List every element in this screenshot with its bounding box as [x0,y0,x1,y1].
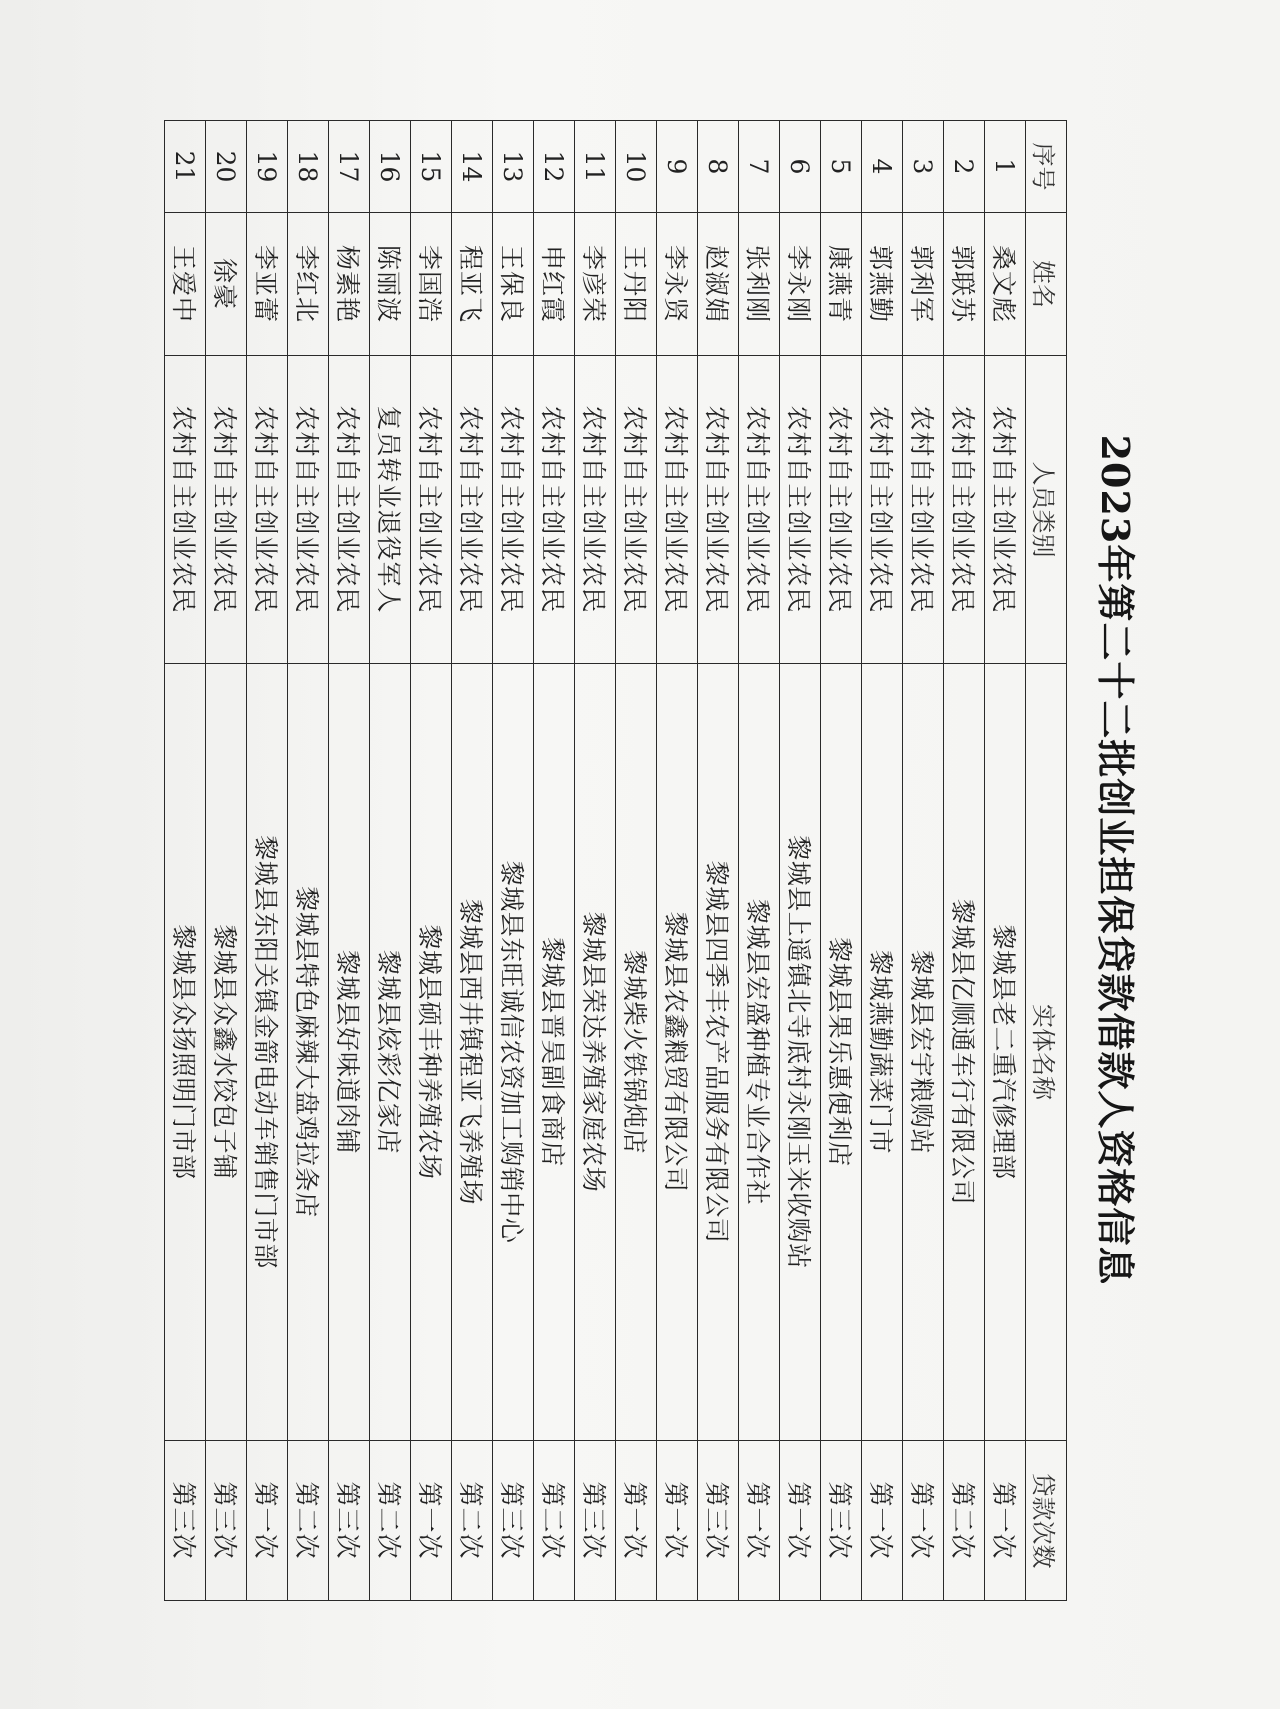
table-row [616,121,657,1601]
cell-seq: 13 [493,121,534,213]
cell-name: 郭联苏 [944,213,985,356]
cell-type: 农村自主创业农民 [862,356,903,664]
cell-seq: 9 [657,121,698,213]
cell-name: 郭燕勤 [862,213,903,356]
cell-type: 农村自主创业农民 [657,356,698,664]
cell-seq: 16 [370,121,411,213]
cell-times: 第一次 [411,1441,452,1601]
cell-entity: 黎城县东阳关镇金箭电动车销售门市部 [247,664,288,1441]
cell-times: 第一次 [657,1441,698,1601]
cell-type: 农村自主创业农民 [288,356,329,664]
cell-type: 农村自主创业农民 [821,356,862,664]
cell-entity: 黎城县众鑫水饺包子铺 [206,664,247,1441]
cell-entity: 黎城县炫彩亿家店 [370,664,411,1441]
table-row [206,121,247,1601]
table-row [493,121,534,1601]
cell-type: 农村自主创业农民 [493,356,534,664]
cell-seq: 10 [616,121,657,213]
cell-type: 农村自主创业农民 [739,356,780,664]
table-row [985,121,1026,1601]
table-row [821,121,862,1601]
cell-entity: 黎城县好味道肉铺 [329,664,370,1441]
cell-type: 复员转业退役军人 [370,356,411,664]
cell-name: 郭利军 [903,213,944,356]
cell-times: 第一次 [903,1441,944,1601]
cell-entity: 黎城县四季丰农产品服务有限公司 [698,664,739,1441]
cell-seq: 12 [534,121,575,213]
cell-seq: 17 [329,121,370,213]
table-row [247,121,288,1601]
cell-seq: 8 [698,121,739,213]
cell-type: 农村自主创业农民 [985,356,1026,664]
cell-times: 第二次 [288,1441,329,1601]
cell-name: 张利刚 [739,213,780,356]
cell-entity: 黎城县西井镇程亚飞养殖场 [452,664,493,1441]
cell-type: 农村自主创业农民 [903,356,944,664]
table-row [739,121,780,1601]
table-row [288,121,329,1601]
cell-type: 农村自主创业农民 [247,356,288,664]
cell-times: 第三次 [821,1441,862,1601]
cell-times: 第三次 [493,1441,534,1601]
cell-times: 第三次 [698,1441,739,1601]
cell-type: 农村自主创业农民 [944,356,985,664]
cell-name: 赵淑娟 [698,213,739,356]
cell-seq: 19 [247,121,288,213]
table-row [657,121,698,1601]
cell-seq: 11 [575,121,616,213]
cell-times: 第一次 [780,1441,821,1601]
cell-seq: 4 [862,121,903,213]
table-row [534,121,575,1601]
cell-name: 桑文彪 [985,213,1026,356]
cell-name: 徐豪 [206,213,247,356]
cell-times: 第二次 [370,1441,411,1601]
table-row [329,121,370,1601]
document-title: 2023年第二十二批创业担保贷款借款人资格信息 [1093,434,1138,1286]
table-row [411,121,452,1601]
cell-seq: 15 [411,121,452,213]
cell-seq: 6 [780,121,821,213]
cell-times: 第三次 [575,1441,616,1601]
cell-times: 第三次 [206,1441,247,1601]
table-row [862,121,903,1601]
cell-entity: 黎城县众扬照明门市部 [165,664,206,1441]
table-row [698,121,739,1601]
cell-type: 农村自主创业农民 [411,356,452,664]
header-name: 姓名 [1026,213,1067,356]
cell-entity: 黎城燕勤蔬菜门市 [862,664,903,1441]
cell-name: 李国浩 [411,213,452,356]
table-row [370,121,411,1601]
header-entity: 实体名称 [1026,664,1067,1441]
cell-times: 第一次 [616,1441,657,1601]
cell-seq: 7 [739,121,780,213]
header-seq: 序号 [1026,121,1067,213]
table-header-row [1026,121,1067,1601]
cell-times: 第一次 [739,1441,780,1601]
cell-times: 第三次 [329,1441,370,1601]
cell-times: 第二次 [534,1441,575,1601]
table-row [944,121,985,1601]
cell-name: 李亚蕾 [247,213,288,356]
cell-seq: 2 [944,121,985,213]
table-row [452,121,493,1601]
cell-entity: 黎城柴火铁锅炖店 [616,664,657,1441]
cell-name: 李红北 [288,213,329,356]
cell-entity: 黎城县果乐惠便利店 [821,664,862,1441]
cell-seq: 5 [821,121,862,213]
cell-seq: 1 [985,121,1026,213]
header-times: 贷款次数 [1026,1441,1067,1601]
cell-name: 王爱中 [165,213,206,356]
cell-name: 杨素艳 [329,213,370,356]
cell-name: 程亚飞 [452,213,493,356]
table-row [780,121,821,1601]
cell-seq: 3 [903,121,944,213]
cell-entity: 黎城县荣达养殖家庭农场 [575,664,616,1441]
cell-times: 第一次 [985,1441,1026,1601]
cell-times: 第二次 [944,1441,985,1601]
header-type: 人员类别 [1026,356,1067,664]
cell-entity: 黎城县东旺诚信农资加工购销中心 [493,664,534,1441]
cell-entity: 黎城县农鑫粮贸有限公司 [657,664,698,1441]
cell-entity: 黎城县特色麻辣大盘鸡拉条店 [288,664,329,1441]
cell-type: 农村自主创业农民 [616,356,657,664]
cell-type: 农村自主创业农民 [534,356,575,664]
cell-entity: 黎城县晋昊副食商店 [534,664,575,1441]
cell-name: 康燕青 [821,213,862,356]
cell-entity: 黎城县亿顺通车行有限公司 [944,664,985,1441]
table-row [903,121,944,1601]
cell-name: 申红霞 [534,213,575,356]
cell-entity: 黎城县上遥镇北寺底村永刚玉米收购站 [780,664,821,1441]
table-body [165,121,1026,1601]
cell-name: 陈丽波 [370,213,411,356]
cell-type: 农村自主创业农民 [452,356,493,664]
table-row [575,121,616,1601]
cell-name: 李永贤 [657,213,698,356]
cell-type: 农村自主创业农民 [206,356,247,664]
cell-entity: 黎城县硕丰种养殖农场 [411,664,452,1441]
cell-name: 李彦荣 [575,213,616,356]
cell-times: 第二次 [452,1441,493,1601]
cell-type: 农村自主创业农民 [698,356,739,664]
cell-name: 王丹阳 [616,213,657,356]
cell-type: 农村自主创业农民 [780,356,821,664]
cell-seq: 21 [165,121,206,213]
cell-times: 第一次 [247,1441,288,1601]
cell-entity: 黎城县老二重汽修理部 [985,664,1026,1441]
table-container [137,120,1067,1600]
table-row [165,121,206,1601]
cell-type: 农村自主创业农民 [575,356,616,664]
cell-name: 李永刚 [780,213,821,356]
rotated-document-sheet [135,120,1145,1600]
cell-seq: 18 [288,121,329,213]
cell-times: 第三次 [165,1441,206,1601]
cell-seq: 20 [206,121,247,213]
cell-type: 农村自主创业农民 [165,356,206,664]
cell-times: 第一次 [862,1441,903,1601]
cell-name: 王保良 [493,213,534,356]
cell-entity: 黎城县宏盛种植专业合作社 [739,664,780,1441]
cell-entity: 黎城县宏宇粮购站 [903,664,944,1441]
borrower-qualification-table [164,120,1067,1601]
cell-type: 农村自主创业农民 [329,356,370,664]
cell-seq: 14 [452,121,493,213]
